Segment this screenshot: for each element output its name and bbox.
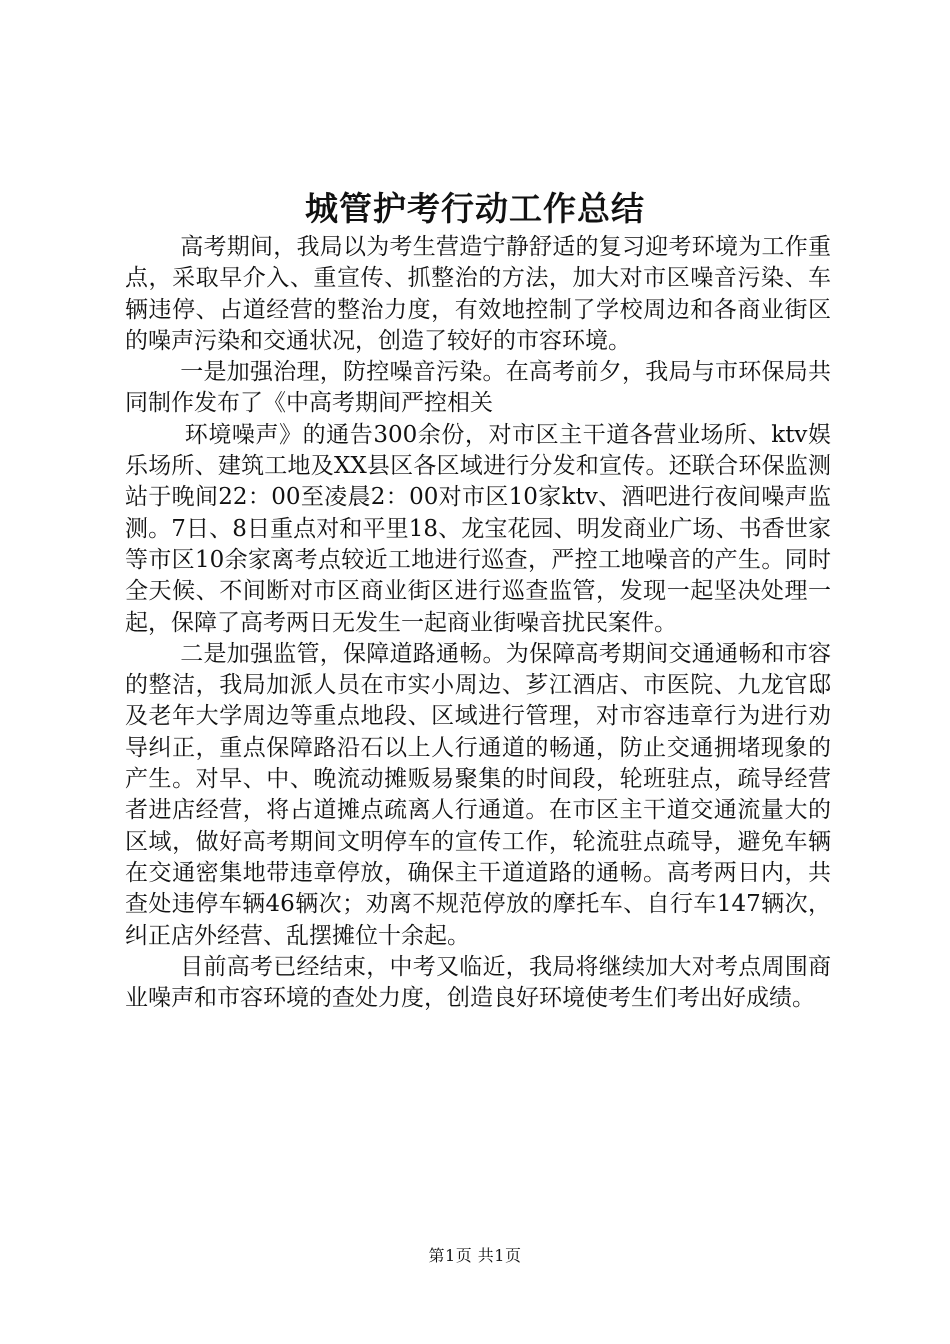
page-number-footer: 第1页 共1页 bbox=[428, 1246, 522, 1265]
paragraph-noise-control-continued: 环境噪声》的通告300余份，对市区主干道各营业场所、ktv娱乐场所、建筑工地及XX县区各区域进行分发和宣传。还联合环保监测站于晚间22：00至凌晨2：00对市区10家ktv、酒吧进行夜间噪声监测。7日、8日重点对和平里18、龙宝花园、明发商业广场、书香世家等市区10余家离考点较近工地进行巡查，严控工地噪音的产生。同时全天候、不间断对市区商业街区进行巡查监管，发现一起坚决处理一起，保障了高考两日无发生一起商业街噪音扰民案件。 bbox=[125, 421, 831, 636]
document-title: 城管护考行动工作总结 bbox=[305, 189, 645, 228]
paragraph-conclusion: 目前高考已经结束，中考又临近，我局将继续加大对考点周围商业噪声和市容环境的查处力度，创造良好环境使考生们考出好成绩。 bbox=[125, 953, 831, 1012]
paragraph-noise-control: 一是加强治理，防控噪音污染。在高考前夕，我局与市环保局共同制作发布了《中高考期间严控相关 bbox=[125, 359, 831, 417]
paragraph-traffic-control: 二是加强监管，保障道路通畅。为保障高考期间交通通畅和市容的整洁，我局加派人员在市实小周边、芗江酒店、市医院、九龙官邸及老年大学周边等重点地段、区域进行管理，对市容违章行为进行劝导纠正，重点保障路沿石以上人行通道的畅通，防止交通拥堵现象的产生。对早、中、晚流动摊贩易聚集的时间段，轮班驻点，疏导经营者进店经营，将占道摊点疏离人行通道。在市区主干道交通流量大的区域，做好高考期间文明停车的宣传工作，轮流驻点疏导，避免车辆在交通密集地带违章停放，确保主干道道路的通畅。高考两日内，共查处违停车辆46辆次；劝离不规范停放的摩托车、自行车147辆次，纠正店外经营、乱摆摊位十余起。 bbox=[125, 640, 831, 949]
document-body bbox=[125, 232, 831, 1014]
paragraph-intro: 高考期间，我局以为考生营造宁静舒适的复习迎考环境为工作重点，采取早介入、重宣传、抓整治的方法，加大对市区噪音污染、车辆违停、占道经营的整治力度，有效地控制了学校周边和各商业街区的噪声污染和交通状况，创造了较好的市容环境。 bbox=[125, 234, 831, 354]
